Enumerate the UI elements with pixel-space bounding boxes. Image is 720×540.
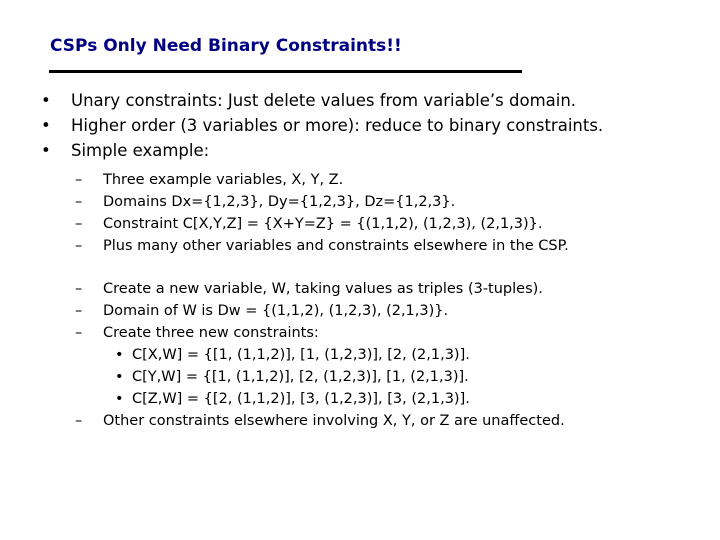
example-text: Constraint C[X,Y,Z] = {X+Y=Z} = {(1,1,2), (1,2,3), (2,1,3)}. <box>103 216 543 232</box>
dash-marker: – <box>75 325 83 341</box>
final-note-item <box>0 413 720 435</box>
dash-marker: – <box>75 238 83 254</box>
constraint-item <box>0 391 720 413</box>
constraint-text: C[Z,W] = {[2, (1,1,2)], [3, (1,2,3)], [3, (2,1,3)]. <box>132 391 470 407</box>
example-item <box>0 216 720 238</box>
dash-marker: – <box>75 303 83 319</box>
bullet-item-unary <box>0 91 720 116</box>
bullet-marker: • <box>41 91 51 110</box>
constraint-text: C[X,W] = {[1, (1,1,2)], [1, (1,2,3)], [2, (2,1,3)]. <box>132 347 470 363</box>
reduction-item <box>0 325 720 347</box>
title-underline <box>49 70 522 73</box>
bullet-marker: • <box>41 141 51 160</box>
example-item <box>0 172 720 194</box>
reduction-text: Create a new variable, W, taking values as triples (3-tuples). <box>103 281 543 297</box>
reduction-item <box>0 281 720 303</box>
slide-title: CSPs Only Need Binary Constraints!! <box>50 36 402 56</box>
bullet-item-higher-order <box>0 116 720 141</box>
dash-marker: – <box>75 216 83 232</box>
reduction-text: Create three new constraints: <box>103 325 319 341</box>
bullet-text: Unary constraints: Just delete values from variable’s domain. <box>71 91 577 110</box>
example-item <box>0 194 720 216</box>
bullet-text: Simple example: <box>71 141 210 160</box>
bullet-marker: • <box>115 391 124 407</box>
dash-marker: – <box>75 281 83 297</box>
bullet-item-simple-example <box>0 141 720 166</box>
dash-marker: – <box>75 413 83 429</box>
bullet-list <box>0 91 720 435</box>
reduction-text: Domain of W is Dw = {(1,1,2), (1,2,3), (2,1,3)}. <box>103 303 449 319</box>
constraint-item <box>0 347 720 369</box>
constraint-item <box>0 369 720 391</box>
example-text: Plus many other variables and constraints elsewhere in the CSP. <box>103 238 569 254</box>
reduction-item <box>0 303 720 325</box>
example-text: Domains Dx={1,2,3}, Dy={1,2,3}, Dz={1,2,3}. <box>103 194 456 210</box>
bullet-marker: • <box>115 369 124 385</box>
bullet-marker: • <box>41 116 51 135</box>
example-text: Three example variables, X, Y, Z. <box>103 172 344 188</box>
bullet-marker: • <box>115 347 124 363</box>
dash-marker: – <box>75 194 83 210</box>
dash-marker: – <box>75 172 83 188</box>
bullet-text: Higher order (3 variables or more): reduce to binary constraints. <box>71 116 604 135</box>
example-item <box>0 238 720 260</box>
constraint-text: C[Y,W] = {[1, (1,1,2)], [2, (1,2,3)], [1, (2,1,3)]. <box>132 369 469 385</box>
final-note-text: Other constraints elsewhere involving X, Y, or Z are unaffected. <box>103 413 565 429</box>
